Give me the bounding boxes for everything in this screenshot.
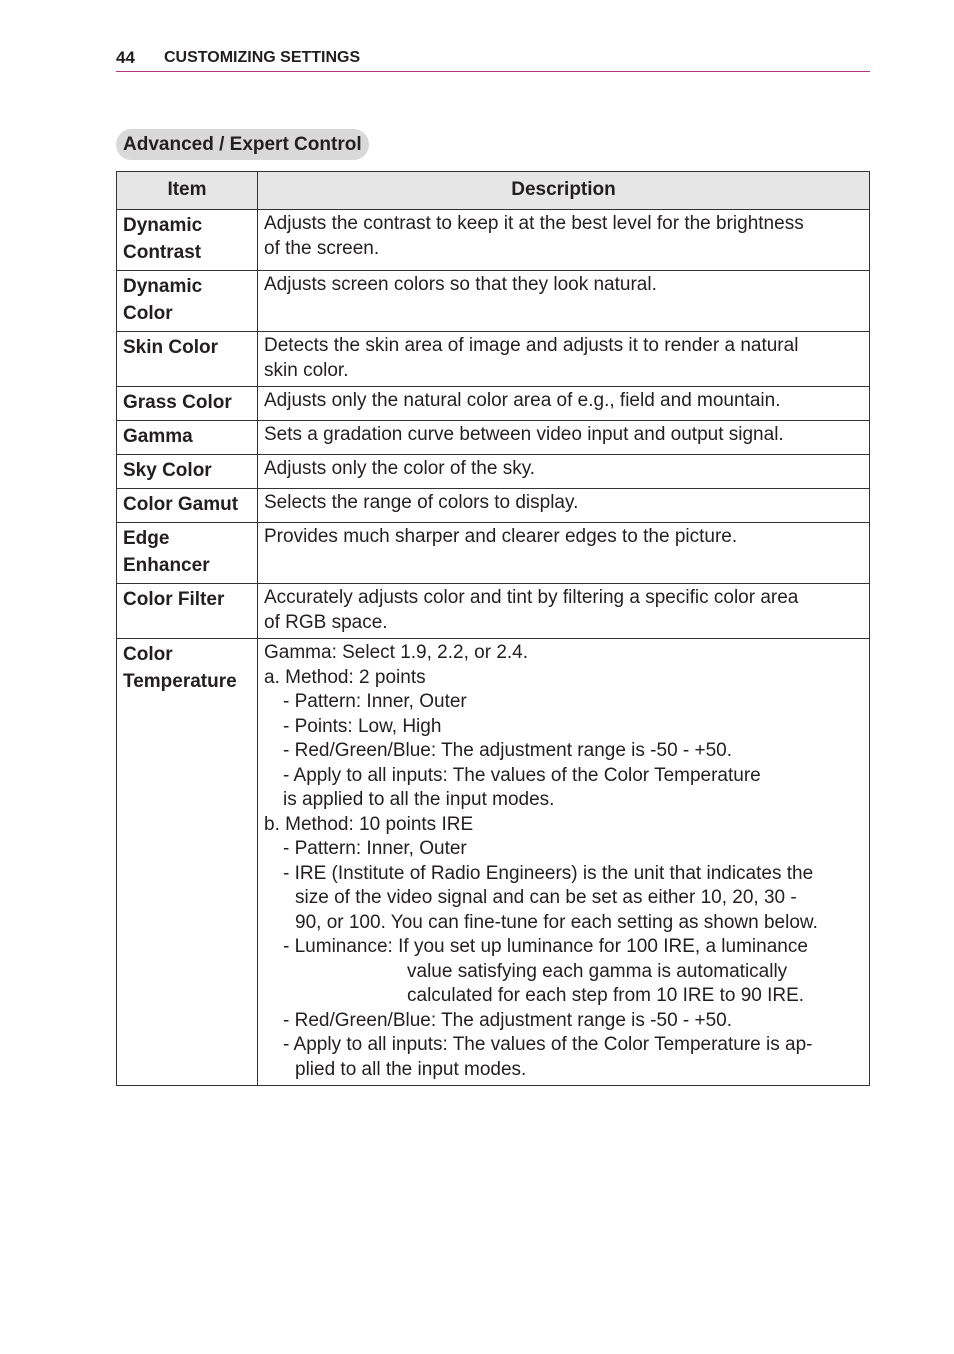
section-title: Advanced / Expert Control <box>116 129 369 160</box>
description-line: Adjusts only the color of the sky. <box>264 458 536 479</box>
page-number: 44 <box>116 48 135 67</box>
item-label: Enhancer <box>123 555 210 576</box>
column-header-item: Item <box>117 172 258 210</box>
description-line: - IRE (Institute of Radio Engineers) is the unit that indicates the <box>283 862 814 884</box>
table-row <box>117 210 870 271</box>
description-line: Gamma: Select 1.9, 2.2, or 2.4. <box>264 642 529 663</box>
table-row <box>117 387 870 421</box>
description-cell <box>258 210 870 271</box>
description-line: - Pattern: Inner, Outer <box>283 691 467 712</box>
description-line: Accurately adjusts color and tint by filtering a specific color area <box>264 587 799 608</box>
description-line: value satisfying each gamma is automatically <box>407 960 788 982</box>
settings-table <box>116 171 870 1086</box>
description-line: - Pattern: Inner, Outer <box>283 838 467 859</box>
item-label: Edge <box>123 528 170 549</box>
item-cell <box>117 584 258 639</box>
description-line: Detects the skin area of image and adjusts it to render a natural <box>264 335 799 356</box>
item-label: Dynamic <box>123 276 203 297</box>
description-line: Adjusts the contrast to keep it at the best level for the brightness <box>264 213 804 234</box>
description-line: Selects the range of colors to display. <box>264 492 579 513</box>
description-line: - Luminance: If you set up luminance for 100 IRE, a luminance <box>283 936 808 957</box>
description-line: skin color. <box>264 359 349 381</box>
description-line: - Red/Green/Blue: The adjustment range is -50 - +50. <box>283 740 733 761</box>
description-cell <box>258 271 870 332</box>
description-line: - Points: Low, High <box>283 715 442 737</box>
table-row <box>117 421 870 455</box>
item-label: Color Gamut <box>123 494 239 515</box>
section-name: CUSTOMIZING SETTINGS <box>164 49 361 66</box>
item-cell <box>117 489 258 523</box>
item-label: Color Filter <box>123 589 225 610</box>
description-line: calculated for each step from 10 IRE to 90 IRE. <box>407 985 805 1006</box>
description-line: of RGB space. <box>264 611 388 633</box>
table-row <box>117 271 870 332</box>
table-row <box>117 489 870 523</box>
description-cell <box>258 639 870 1086</box>
description-line: Adjusts only the natural color area of e.g., field and mountain. <box>264 390 781 411</box>
description-line: Adjusts screen colors so that they look natural. <box>264 274 657 295</box>
item-label: Grass Color <box>123 392 232 413</box>
item-label: Color <box>123 644 173 665</box>
item-label: Color <box>123 303 173 324</box>
description-cell <box>258 332 870 387</box>
description-line: b. Method: 10 points IRE <box>264 813 474 835</box>
item-cell <box>117 639 258 1086</box>
item-cell <box>117 523 258 584</box>
description-line: is applied to all the input modes. <box>283 789 555 810</box>
description-line: size of the video signal and can be set as either 10, 20, 30 - <box>295 887 797 908</box>
item-cell <box>117 210 258 271</box>
description-line: - Red/Green/Blue: The adjustment range is -50 - +50. <box>283 1009 733 1031</box>
description-line: - Apply to all inputs: The values of the Color Temperature is ap- <box>283 1034 813 1055</box>
description-line: 90, or 100. You can fine-tune for each setting as shown below. <box>295 911 818 933</box>
item-cell <box>117 332 258 387</box>
description-line: Sets a gradation curve between video input and output signal. <box>264 424 784 445</box>
description-line: plied to all the input modes. <box>295 1058 527 1080</box>
description-line: a. Method: 2 points <box>264 666 426 688</box>
item-cell <box>117 271 258 332</box>
page-header <box>116 48 870 72</box>
table-row <box>117 523 870 584</box>
item-label: Sky Color <box>123 460 212 481</box>
item-label: Gamma <box>123 426 193 447</box>
description-cell <box>258 584 870 639</box>
item-label: Dynamic <box>123 215 203 236</box>
description-cell <box>258 387 870 421</box>
table-row <box>117 584 870 639</box>
table-row <box>117 332 870 387</box>
item-cell <box>117 455 258 489</box>
description-line: Provides much sharper and clearer edges to the picture. <box>264 526 738 547</box>
item-cell <box>117 421 258 455</box>
description-cell <box>258 421 870 455</box>
table-row <box>117 455 870 489</box>
item-label: Temperature <box>123 671 237 692</box>
description-cell <box>258 455 870 489</box>
description-cell <box>258 523 870 584</box>
item-label: Contrast <box>123 242 202 263</box>
description-line: of the screen. <box>264 237 380 259</box>
item-label: Skin Color <box>123 337 219 358</box>
table-row <box>117 639 870 1086</box>
column-header-description: Description <box>258 172 870 210</box>
description-line: - Apply to all inputs: The values of the Color Temperature <box>283 764 761 786</box>
description-cell <box>258 489 870 523</box>
item-cell <box>117 387 258 421</box>
table-header-row <box>117 172 870 210</box>
